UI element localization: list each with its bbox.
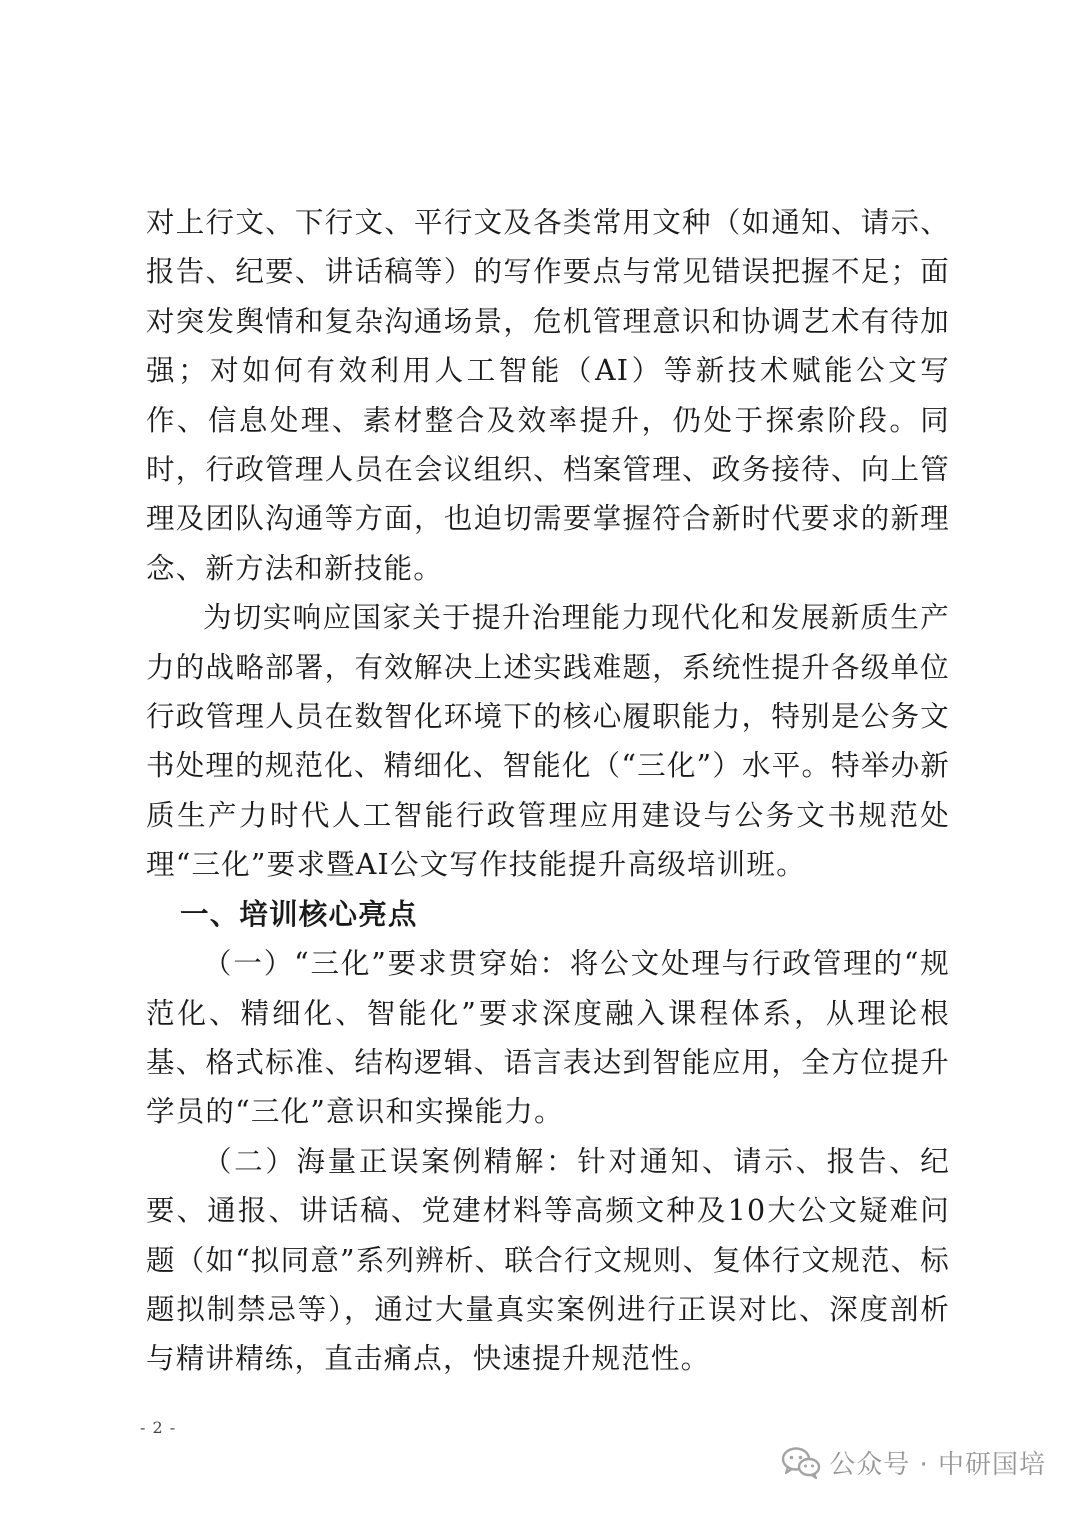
wechat-icon	[781, 1446, 821, 1480]
paragraph-highlight-2: （二）海量正误案例精解：针对通知、请示、报告、纪要、通报、讲话稿、党建材料等高频文种及10大公文疑难问题（如“拟同意”系列辨析、联合行文规则、复体行文规范、标题拟制禁忌等），通过大量真实案例进行正误对比、深度剖析与精讲精练，直击痛点，快速提升规范性。	[146, 1144, 950, 1376]
watermark	[781, 1444, 1046, 1481]
page-number: - 2 -	[140, 1418, 177, 1437]
paragraph-continuation: 对上行文、下行文、平行文及各类常用文种（如通知、请示、报告、纪要、讲话稿等）的写作要点与常见错误把握不足；面对突发舆情和复杂沟通场景，危机管理意识和协调艺术有待加强；对如何有效利用人工智能（AI）等新技术赋能公文写作、信息处理、素材整合及效率提升，仍处于探索阶段。同时，行政管理人员在会议组织、档案管理、政务接待、向上管理及团队沟通等方面，也迫切需要掌握符合新时代要求的新理念、新方法和新技能。	[146, 206, 950, 585]
paragraph-highlight-1: （一）“三化”要求贯穿始：将公文处理与行政管理的“规范化、精细化、智能化”要求深度融入课程体系，从理论根基、格式标准、结构逻辑、语言表达到智能应用，全方位提升学员的“三化”意识和实操能力。	[146, 947, 950, 1129]
paragraph-background: 为切实响应国家关于提升治理能力现代化和发展新质生产力的战略部署，有效解决上述实践难题，系统性提升各级单位行政管理人员在数智化环境下的核心履职能力，特别是公务文书处理的规范化、精细化、智能化（“三化”）水平。特举办新质生产力时代人工智能行政管理应用建设与公务文书规范处理“三化”要求暨AI公文写作技能提升高级培训班。	[146, 601, 950, 882]
watermark-text: 公众号 · 中研国培	[829, 1450, 1046, 1480]
section-heading: 一、培训核心亮点	[180, 897, 418, 931]
document-body	[146, 198, 950, 1384]
